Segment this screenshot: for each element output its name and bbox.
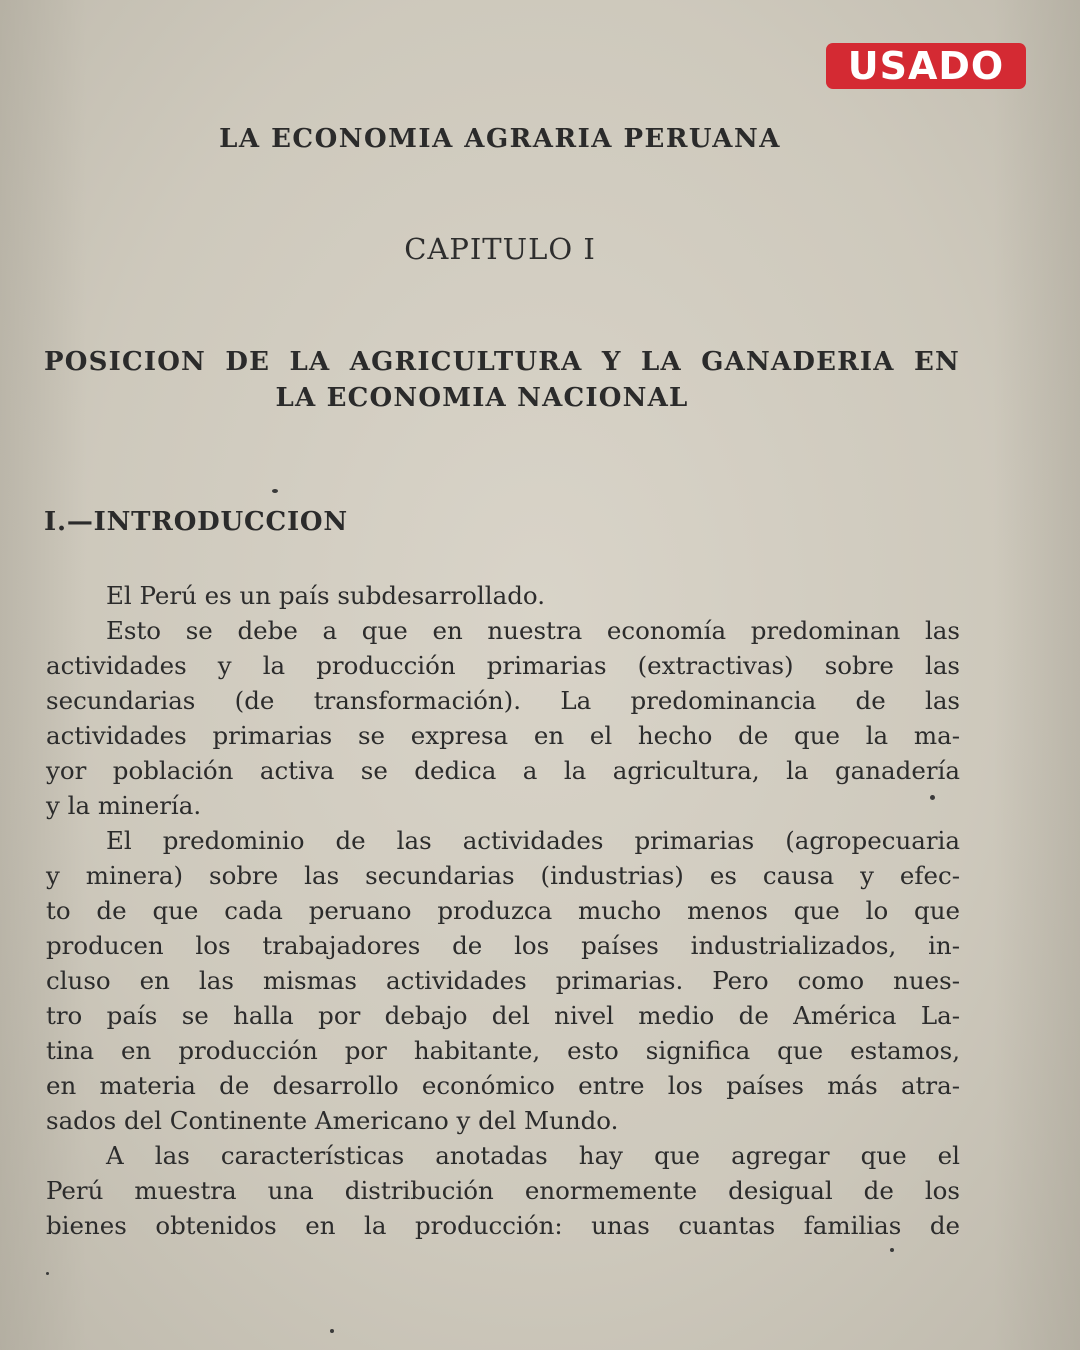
body-line: El predominio de las actividades primarias (agropecuaria xyxy=(106,826,960,855)
body-line: cluso en las mismas actividades primarias. Pero como nues- xyxy=(46,966,960,995)
chapter-title-line-1: POSICION DE LA AGRICULTURA Y LA GANADERIA EN xyxy=(44,347,960,377)
chapter-title-line-2: LA ECONOMIA NACIONAL xyxy=(275,383,689,413)
body-line: bienes obtenidos en la producción: unas cuantas familias de xyxy=(46,1211,960,1240)
paper-speck xyxy=(46,1272,49,1275)
body-line: actividades primarias se expresa en el hecho de que la ma- xyxy=(46,721,960,750)
chapter-title xyxy=(44,344,960,416)
body-line: Perú muestra una distribución enormemente desigual de los xyxy=(46,1176,960,1205)
paper-speck xyxy=(272,489,278,493)
book-title: LA ECONOMIA AGRARIA PERUANA xyxy=(219,124,781,154)
body-line: Esto se debe a que en nuestra economía predominan las xyxy=(106,616,960,645)
body-line: sados del Continente Americano y del Mundo. xyxy=(46,1106,619,1135)
body-line: A las características anotadas hay que agregar que el xyxy=(106,1141,960,1170)
paper-speck xyxy=(330,1329,334,1333)
body-line: to de que cada peruano produzca mucho menos que lo que xyxy=(46,896,960,925)
section-heading: I.—INTRODUCCION xyxy=(44,507,348,537)
chapter-number: CAPITULO I xyxy=(404,232,596,266)
body-line: en materia de desarrollo económico entre los países más atra- xyxy=(46,1071,960,1100)
paper-speck xyxy=(890,1248,894,1252)
body-line: producen los trabajadores de los países industrializados, in- xyxy=(46,931,960,960)
paper-speck xyxy=(930,795,935,800)
body-line: El Perú es un país subdesarrollado. xyxy=(106,581,546,610)
body-line: tro país se halla por debajo del nivel medio de América La- xyxy=(46,1001,960,1030)
body-line: tina en producción por habitante, esto significa que estamos, xyxy=(46,1036,960,1065)
body-line: yor población activa se dedica a la agricultura, la ganadería xyxy=(46,756,960,785)
body-line: y minera) sobre las secundarias (industrias) es causa y efec- xyxy=(46,861,960,890)
body-line: y la minería. xyxy=(46,791,202,820)
used-badge: USADO xyxy=(826,43,1026,89)
body-line: actividades y la producción primarias (extractivas) sobre las xyxy=(46,651,960,680)
body-text xyxy=(46,578,960,1243)
body-line: secundarias (de transformación). La predominancia de las xyxy=(46,686,960,715)
